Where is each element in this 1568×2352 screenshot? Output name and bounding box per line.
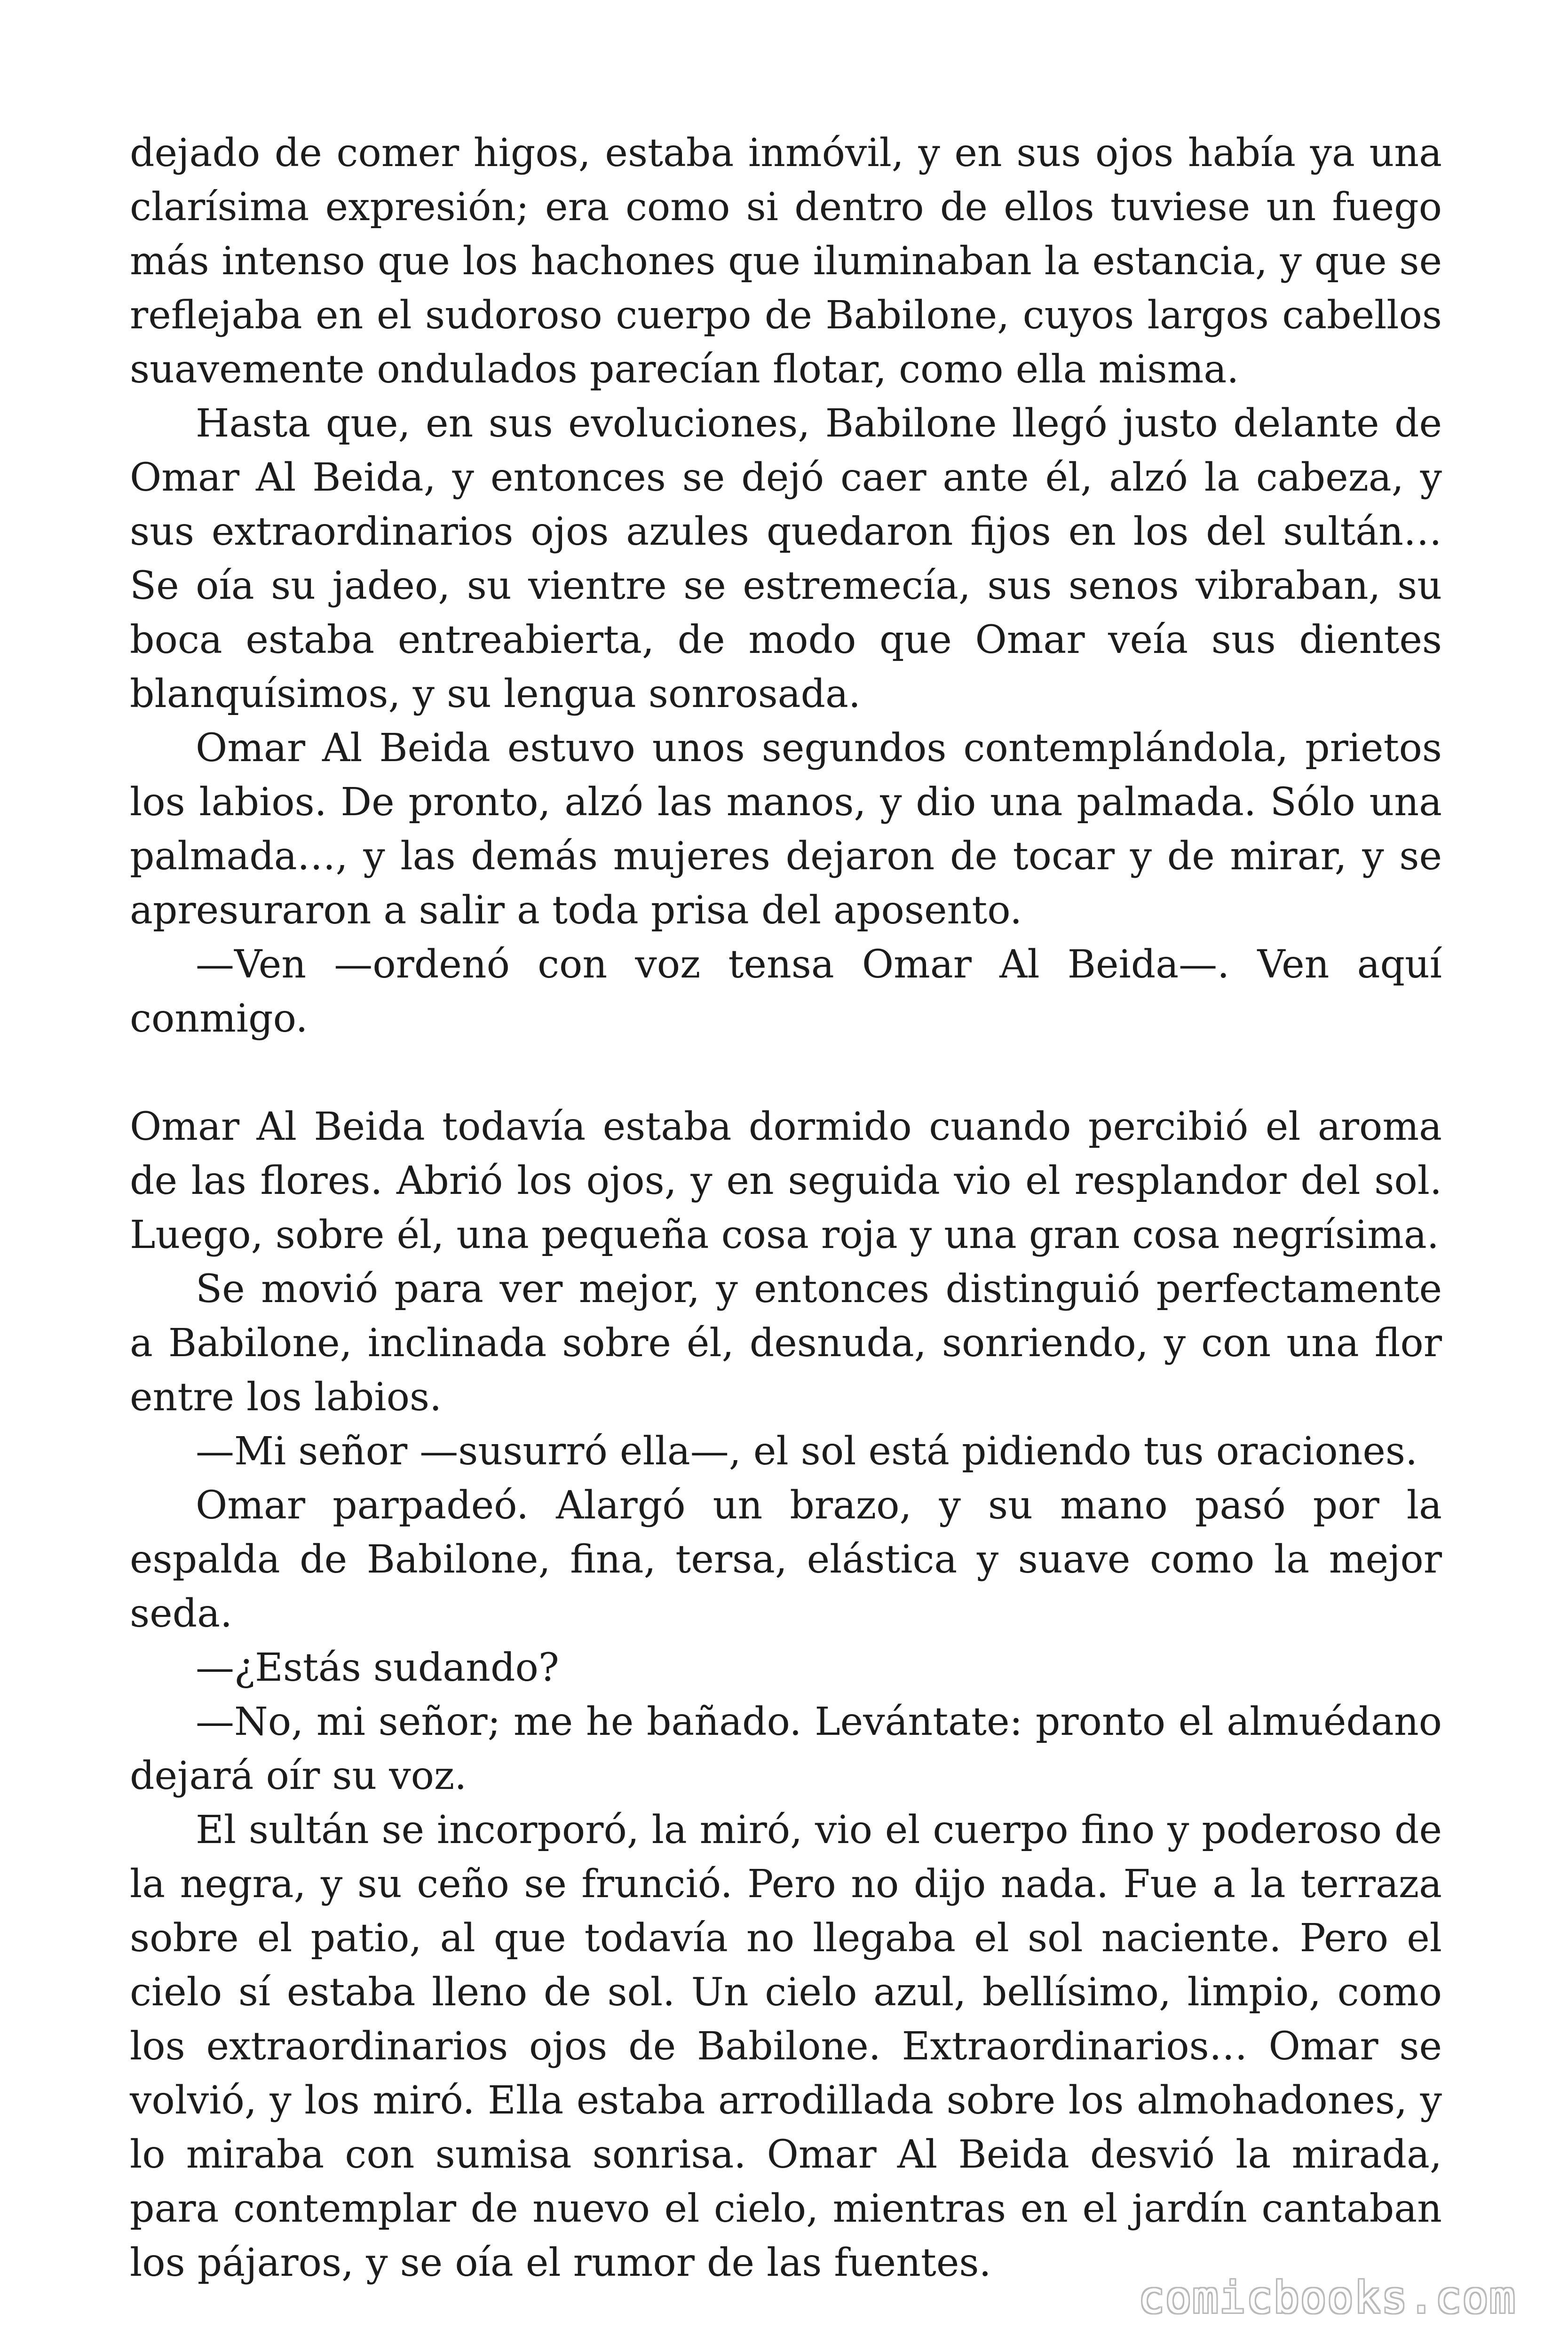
paragraph: Omar parpadeó. Alargó un brazo, y su mano pasó por la espalda de Babilone, fina, tersa, elástica y suave como la mejor seda. [130,1483,1442,1636]
paragraph: Se movió para ver mejor, y entonces distinguió perfectamente a Babilone, inclinada sobre él, desnuda, sonriendo, y con una flor entre los labios. [130,1267,1442,1420]
dialogue-paragraph: —No, mi señor; me he bañado. Levántate: pronto el almuédano dejará oír su voz. [130,1700,1442,1798]
watermark: comicbooks.com [1138,2273,1516,2323]
paragraph: dejado de comer higos, estaba inmóvil, y en sus ojos había ya una clarísima expresión; era como si dentro de ellos tuviese un fuego más intenso que los hachones que iluminaban la estancia, y que se reflejaba en el sudoroso cuerpo de Babilone, cuyos largos cabellos suavemente ondulados parecían flotar, como ella misma. [130,131,1442,392]
dialogue-paragraph: —¿Estás sudando? [196,1645,559,1690]
dialogue-paragraph: —Mi señor —susurró ella—, el sol está pidiendo tus oraciones. [196,1429,1418,1474]
paragraph: Hasta que, en sus evoluciones, Babilone llegó justo delante de Omar Al Beida, y entonces se dejó caer ante él, alzó la cabeza, y sus extraordinarios ojos azules quedaron fijos en los del sultán… Se oía su jadeo, su vientre se estremecía, sus senos vibraban, su boca estaba entreabierta, de modo que Omar veía sus dientes blanquísimos, y su lengua sonrosada. [130,401,1442,716]
dialogue-paragraph: —Ven —ordenó con voz tensa Omar Al Beida—. Ven aquí conmigo. [130,942,1442,1041]
paragraph: Omar Al Beida estuvo unos segundos contemplándola, prietos los labios. De pronto, alzó las manos, y dio una palmada. Sólo una palmada…, y las demás mujeres dejaron de tocar y de mirar, y se apresuraron a salir a toda prisa del aposento. [130,726,1442,933]
body-text [130,126,1442,2290]
paragraph: El sultán se incorporó, la miró, vio el cuerpo fino y poderoso de la negra, y su ceño se frunció. Pero no dijo nada. Fue a la terraza sobre el patio, al que todavía no llegaba el sol naciente. Pero el cielo sí estaba lleno de sol. Un cielo azul, bellísimo, limpio, como los extraordinarios ojos de Babilone. Extraordinarios… Omar se volvió, y los miró. Ella estaba arrodillada sobre los almohadones, y lo miraba con sumisa sonrisa. Omar Al Beida desvió la mirada, para contemplar de nuevo el cielo, mientras en el jardín cantaban los pájaros, y se oía el rumor de las fuentes. [130,1808,1442,2285]
section-start-paragraph: Omar Al Beida todavía estaba dormido cuando percibió el aroma de las flores. Abrió los ojos, y en seguida vio el resplandor del sol. Luego, sobre él, una pequeña cosa roja y una gran cosa negrísima. [130,1104,1442,1257]
